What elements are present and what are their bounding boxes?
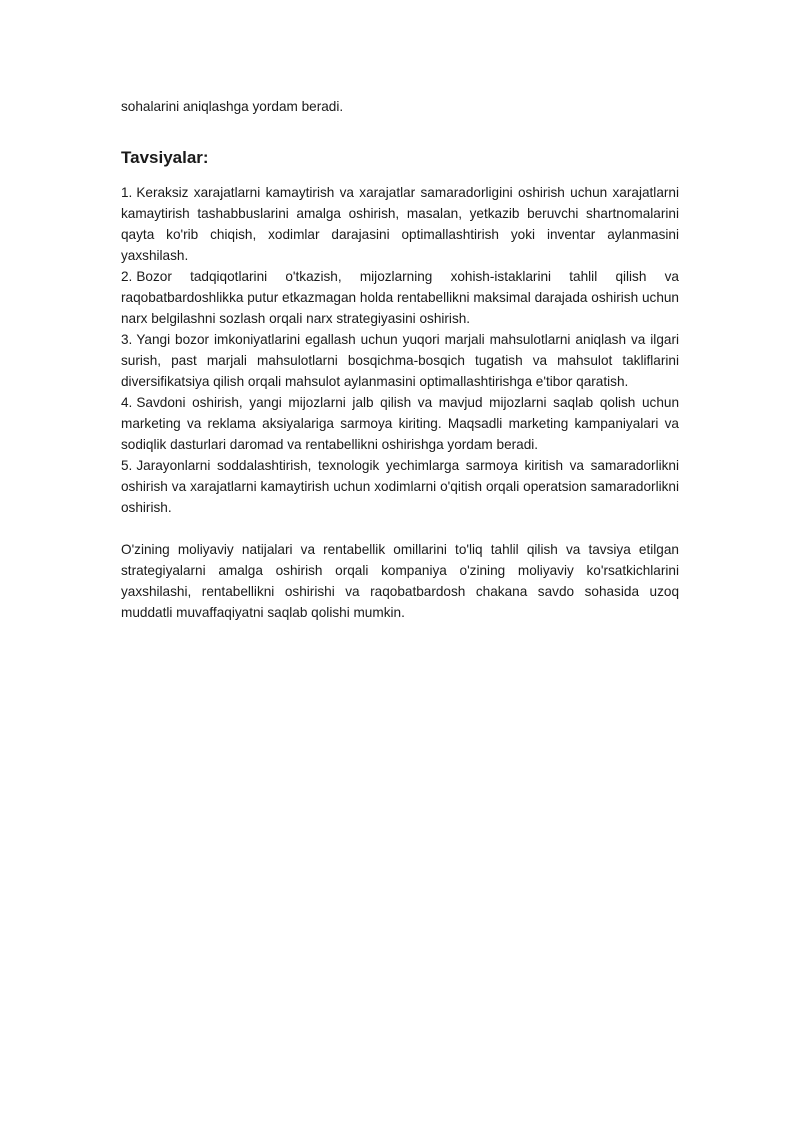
recommendation-number: 1. (121, 185, 133, 200)
recommendation-item (121, 392, 679, 455)
recommendation-item (121, 266, 679, 329)
recommendation-item (121, 182, 679, 266)
conclusion-paragraph: O'zining moliyaviy natijalari va rentabellik omillarini to'liq tahlil qilish va tavsiya etilgan strategiyalarni amalga oshirish orqali kompaniya o'zining moliyaviy ko'rsatkichlarini yaxshilashi, rentabellikni oshirishi va raqobatbardosh chakana savdo sohasida uzoq muddatli muvaffaqiyatni saqlab qolishi mumkin. (121, 542, 679, 620)
recommendation-text: Bozor tadqiqotlarini o'tkazish, mijozlarning xohish-istaklarini tahlil qilish va raqobatbardoshlikka putur etkazmagan holda rentabellikni maksimal darajada oshirish uchun narx belgilashni sozlash orqali narx strategiyasini oshirish. (121, 269, 679, 326)
recommendations-list (121, 182, 679, 518)
recommendation-item (121, 329, 679, 392)
recommendation-text: Jarayonlarni soddalashtirish, texnologik yechimlarga sarmoya kiritish va samaradorlikni oshirish va xarajatlarni kamaytirish uchun xodimlarni o'qitish orqali operatsion samaradorlikni oshirish. (121, 458, 679, 515)
recommendation-item (121, 455, 679, 518)
section-heading: Tavsiyalar: (121, 148, 209, 167)
recommendation-text: Keraksiz xarajatlarni kamaytirish va xarajatlar samaradorligini oshirish uchun xarajatlarni kamaytirish tashabbuslarini amalga oshirish, masalan, yetkazib beruvchi shartnomalarini qayta ko'rib chiqish, xodimlar darajasini optimallashtirish yoki inventar aylanmasini yaxshilash. (121, 185, 679, 263)
page-content (121, 96, 679, 637)
recommendation-number: 4. (121, 395, 133, 410)
recommendation-number: 3. (121, 332, 133, 347)
intro-fragment: sohalarini aniqlashga yordam beradi. (121, 99, 344, 114)
recommendation-number: 2. (121, 269, 133, 284)
recommendation-text: Savdoni oshirish, yangi mijozlarni jalb qilish va mavjud mijozlarni saqlab qolish uchun marketing va reklama aksiyalariga sarmoya kiriting. Maqsadli marketing kampaniyalari va sodiqlik dasturlari daromad va rentabellikni oshirishga yordam beradi. (121, 395, 679, 452)
recommendation-text: Yangi bozor imkoniyatlarini egallash uchun yuqori marjali mahsulotlarni aniqlash va ilgari surish, past marjali mahsulotlarni bosqichma-bosqich tugatish va mahsulot takliflarini diversifikatsiya qilish orqali mahsulot aylanmasini optimallashtirishga e'tibor qaratish. (121, 332, 679, 389)
recommendation-number: 5. (121, 458, 133, 473)
